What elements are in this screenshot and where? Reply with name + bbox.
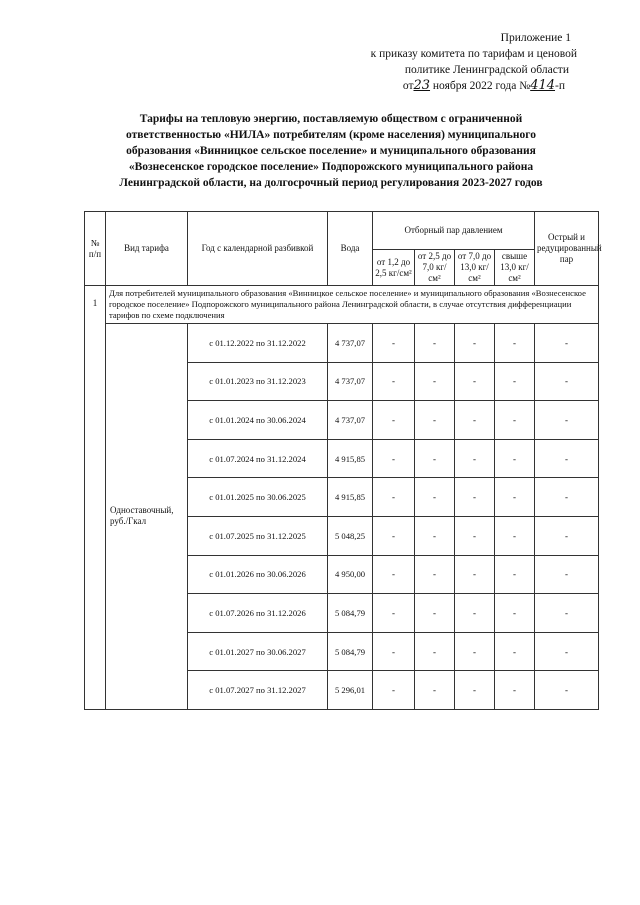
appendix-committee-line: политике Ленинградской области xyxy=(404,64,569,76)
appendix-order-line: к приказу комитета по тарифам и ценовой xyxy=(370,48,577,60)
steam-3-cell: - xyxy=(455,401,495,440)
water-cell: 5 084,79 xyxy=(328,632,373,671)
period-cell: с 01.01.2026 по 30.06.2026 xyxy=(188,555,328,594)
date-prefix: от xyxy=(402,80,414,92)
sharp-steam-cell: - xyxy=(535,516,599,555)
sharp-steam-cell: - xyxy=(535,478,599,517)
steam-3-cell: - xyxy=(455,555,495,594)
section-description: Для потребителей муниципального образования «Винницкое сельское поселение» и муниципального образования «Вознесенское городское поселение» Подпорожского муниципального района Ленинградской области, в случае отсутствия дифференциации тарифов по схеме подключения xyxy=(106,286,599,324)
sharp-steam-cell: - xyxy=(535,401,599,440)
steam-2-cell: - xyxy=(415,594,455,633)
tariff-table xyxy=(84,211,602,710)
water-cell: 4 737,07 xyxy=(328,362,373,401)
water-cell: 4 737,07 xyxy=(328,401,373,440)
header-steam-1: от 1,2 до 2,5 кг/см² xyxy=(373,250,415,286)
steam-1-cell: - xyxy=(373,401,415,440)
steam-4-cell: - xyxy=(495,401,535,440)
steam-2-cell: - xyxy=(415,362,455,401)
steam-1-cell: - xyxy=(373,478,415,517)
steam-1-cell: - xyxy=(373,555,415,594)
sharp-steam-cell: - xyxy=(535,632,599,671)
section-num: 1 xyxy=(85,286,106,710)
header-steam-2: от 2,5 до 7,0 кг/см² xyxy=(415,250,455,286)
water-cell: 5 296,01 xyxy=(328,671,373,710)
steam-2-cell: - xyxy=(415,401,455,440)
steam-4-cell: - xyxy=(495,516,535,555)
appendix-date-line xyxy=(371,78,577,94)
steam-3-cell: - xyxy=(455,594,495,633)
sharp-steam-cell: - xyxy=(535,324,599,363)
table-row xyxy=(85,324,599,363)
water-cell: 4 950,00 xyxy=(328,555,373,594)
steam-3-cell: - xyxy=(455,671,495,710)
steam-4-cell: - xyxy=(495,594,535,633)
steam-2-cell: - xyxy=(415,478,455,517)
period-cell: с 01.01.2027 по 30.06.2027 xyxy=(188,632,328,671)
steam-1-cell: - xyxy=(373,594,415,633)
period-cell: с 01.07.2027 по 31.12.2027 xyxy=(188,671,328,710)
steam-1-cell: - xyxy=(373,324,415,363)
period-cell: с 01.12.2022 по 31.12.2022 xyxy=(188,324,328,363)
appendix-header xyxy=(371,30,577,94)
sharp-steam-cell: - xyxy=(535,671,599,710)
water-cell: 4 915,85 xyxy=(328,439,373,478)
sharp-steam-cell: - xyxy=(535,439,599,478)
header-steam-group: Отборный пар давлением xyxy=(373,212,535,250)
date-suffix: -п xyxy=(555,80,565,92)
period-cell: с 01.01.2024 по 30.06.2024 xyxy=(188,401,328,440)
appendix-title: Приложение 1 xyxy=(500,32,571,44)
steam-3-cell: - xyxy=(455,632,495,671)
steam-4-cell: - xyxy=(495,324,535,363)
period-cell: с 01.01.2025 по 30.06.2025 xyxy=(188,478,328,517)
steam-1-cell: - xyxy=(373,439,415,478)
steam-4-cell: - xyxy=(495,632,535,671)
steam-3-cell: - xyxy=(455,362,495,401)
steam-2-cell: - xyxy=(415,439,455,478)
period-cell: с 01.07.2025 по 31.12.2025 xyxy=(188,516,328,555)
date-middle: ноября 2022 года № xyxy=(430,80,531,92)
steam-4-cell: - xyxy=(495,555,535,594)
period-cell: с 01.01.2023 по 31.12.2023 xyxy=(188,362,328,401)
steam-2-cell: - xyxy=(415,671,455,710)
header-tariff-type: Вид тарифа xyxy=(106,212,188,286)
water-cell: 5 048,25 xyxy=(328,516,373,555)
sharp-steam-cell: - xyxy=(535,555,599,594)
steam-3-cell: - xyxy=(455,516,495,555)
steam-2-cell: - xyxy=(415,632,455,671)
header-water: Вода xyxy=(328,212,373,286)
steam-1-cell: - xyxy=(373,516,415,555)
period-cell: с 01.07.2026 по 31.12.2026 xyxy=(188,594,328,633)
water-cell: 5 084,79 xyxy=(328,594,373,633)
header-sharp-steam: Острый и редуцированный пар xyxy=(535,212,599,286)
steam-3-cell: - xyxy=(455,478,495,517)
tariff-type-label: Одноставочный, руб./Гкал xyxy=(106,324,188,710)
steam-4-cell: - xyxy=(495,439,535,478)
header-period: Год с календарной разбивкой xyxy=(188,212,328,286)
steam-2-cell: - xyxy=(415,324,455,363)
handwritten-number: 414 xyxy=(530,78,556,93)
water-cell: 4 915,85 xyxy=(328,478,373,517)
handwritten-day: 23 xyxy=(413,78,431,93)
steam-3-cell: - xyxy=(455,324,495,363)
steam-2-cell: - xyxy=(415,516,455,555)
period-cell: с 01.07.2024 по 31.12.2024 xyxy=(188,439,328,478)
sharp-steam-cell: - xyxy=(535,362,599,401)
document-title: Тарифы на тепловую энергию, поставляемую обществом с ограниченной ответственностью «НИЛА» потребителям (кроме населения) муниципального образования «Винницкое сельское поселение» и муниципального образования «Вознесенское городское поселение» Подпорожского муниципального района Ленинградской области, на долгосрочный период регулирования 2023-2027 годов xyxy=(119,113,543,189)
steam-1-cell: - xyxy=(373,671,415,710)
steam-4-cell: - xyxy=(495,362,535,401)
steam-4-cell: - xyxy=(495,478,535,517)
steam-2-cell: - xyxy=(415,555,455,594)
steam-4-cell: - xyxy=(495,671,535,710)
header-num: № п/п xyxy=(85,212,106,286)
sharp-steam-cell: - xyxy=(535,594,599,633)
header-steam-4: свыше 13,0 кг/см² xyxy=(495,250,535,286)
steam-1-cell: - xyxy=(373,632,415,671)
water-cell: 4 737,07 xyxy=(328,324,373,363)
steam-3-cell: - xyxy=(455,439,495,478)
header-steam-3: от 7,0 до 13,0 кг/см² xyxy=(455,250,495,286)
steam-1-cell: - xyxy=(373,362,415,401)
